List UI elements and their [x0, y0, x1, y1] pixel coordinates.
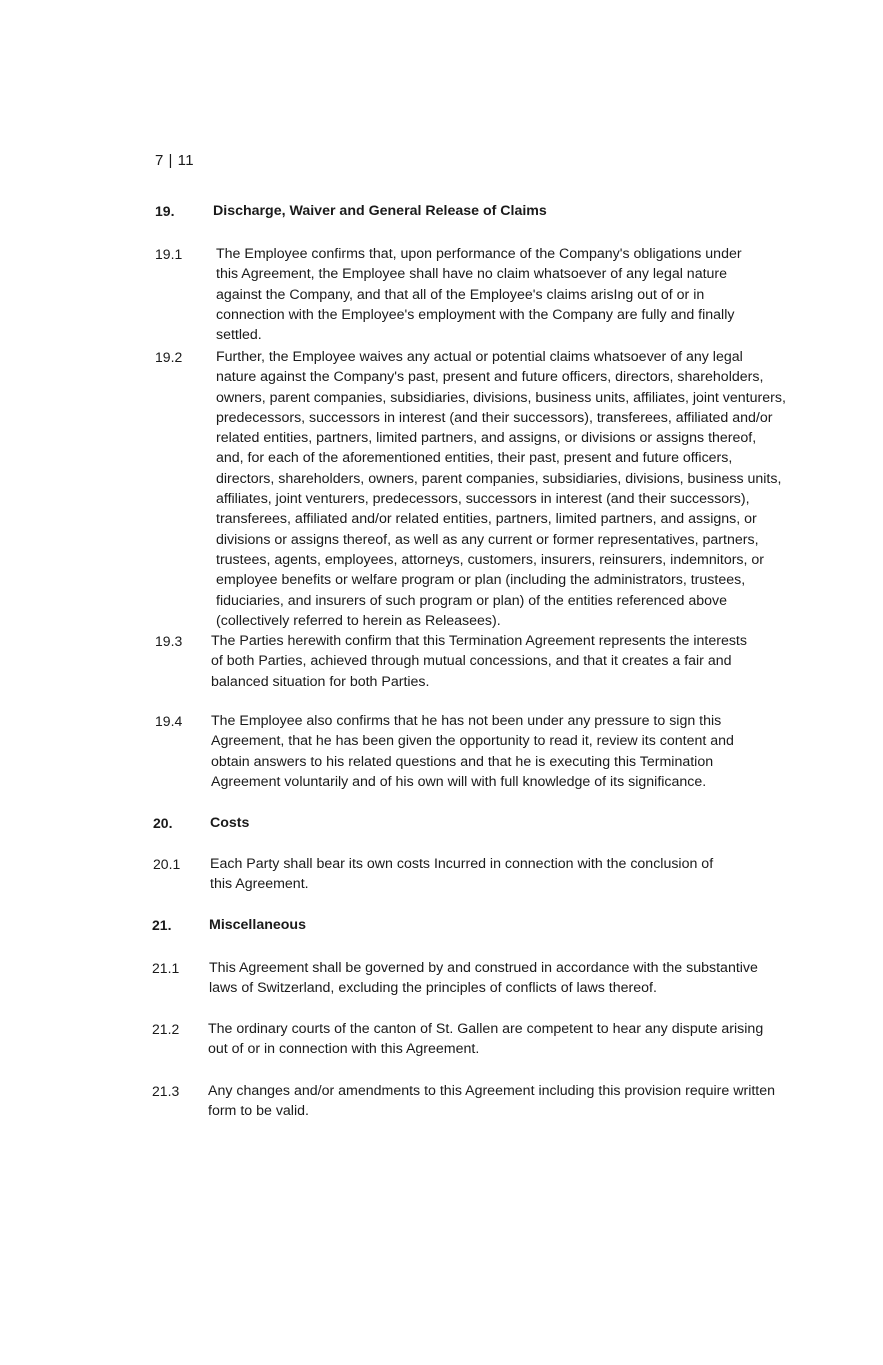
section-number: 20.	[153, 815, 173, 831]
clause-number: 19.3	[155, 633, 183, 649]
section-title: Miscellaneous	[209, 917, 306, 933]
clause-number: 19.2	[155, 349, 183, 365]
clause-number: 21.3	[152, 1083, 180, 1099]
clause-text: The Parties herewith confirm that this Termination Agreement represents the interests of both Parties, achieved through mutual concessions, and that it creates a fair and balanced situation for both Parties.	[211, 633, 747, 690]
clause-text: Any changes and/or amendments to this Agreement including this provision require written form to be valid.	[208, 1083, 776, 1120]
clause-text: This Agreement shall be governed by and construed in accordance with the substantive laws of Switzerland, excluding the principles of conflicts of laws thereof.	[209, 960, 758, 997]
clause-text: Each Party shall bear its own costs Incurred in connection with the conclusion of this Agreement.	[210, 856, 714, 893]
clause-number: 19.1	[155, 246, 183, 262]
section-title: Discharge, Waiver and General Release of Claims	[213, 203, 547, 219]
clause-text: Further, the Employee waives any actual or potential claims whatsoever of any legal nature against the Company's past, present and future officers, directors, shareholders, owners, parent companies, subsidiaries, divisions, business units, affiliates, joint venturers, predecessors, successors in interest (and their successors), transferees, affiliated and/or related entities, partners, limited partners, and assigns, or divisions or assigns thereof, and, for each of the aforementioned entities, their past, present and future officers, directors, shareholders, owners, parent companies, subsidiaries, divisions, business units, affiliates, joint venturers, predecessors, successors in interest (and their successors), transferees, affiliated and/or related entities, partners, limited partners, and assigns, or divisions or assigns thereof, as well as any current or former representatives, partners, trustees, agents, employees, attorneys, customers, insurers, reinsurers, indemnitors, or employee benefits or welfare program or plan (including the administrators, trustees, fiduciaries, and insurers of such program or plan) of the entities referenced above (collectively referred to herein as Releasees).	[216, 349, 786, 629]
clause-number: 19.4	[155, 713, 183, 729]
page-number: 7 | 11	[155, 152, 195, 169]
clause-text: The ordinary courts of the canton of St. Gallen are competent to hear any dispute arising out of or in connection with this Agreement.	[208, 1021, 764, 1058]
clause-number: 21.1	[152, 960, 180, 976]
clause-number: 21.2	[152, 1021, 180, 1037]
clause-number: 20.1	[153, 856, 181, 872]
clause-text: The Employee also confirms that he has not been under any pressure to sign this Agreement, that he has been given the opportunity to read it, review its content and obtain answers to his related questions and that he is executing this Termination Agreement voluntarily and of his own will with full knowledge of its significance.	[211, 713, 734, 790]
section-number: 19.	[155, 203, 175, 219]
section-number: 21.	[152, 917, 172, 933]
clause-text: The Employee confirms that, upon performance of the Company's obligations under this Agreement, the Employee shall have no claim whatsoever of any legal nature against the Company, and that all of the Employee's claims arisIng out of or in connection with the Employee's employment with the Company are fully and finally settled.	[216, 246, 742, 344]
section-title: Costs	[210, 815, 250, 831]
